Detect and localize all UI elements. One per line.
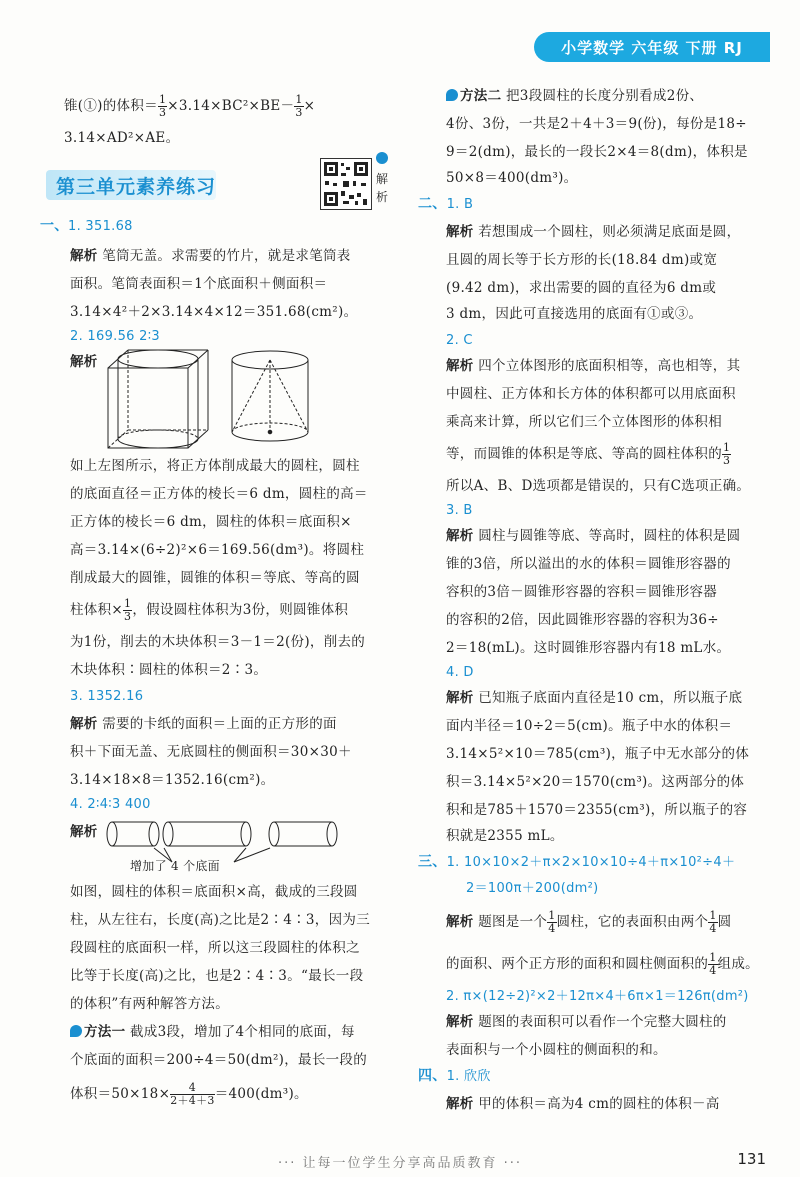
r-q1-line-2: 且圆的周长等于长方形的长(18.84 dm)或宽: [446, 252, 718, 268]
intro-line-1: 锥(①)的体积＝ $\frac{1}{3}$ ×3.14×BC²×BE－ $\frac{1}{3}$ ×: [64, 93, 316, 119]
section-title: 第三单元素养练习: [56, 176, 217, 198]
q3-line-3: 3.14×18×8＝1352.16(cm²)。: [70, 772, 275, 788]
q3-answer: 3. 1352.16: [70, 689, 144, 704]
section-one-label: 一、: [40, 218, 69, 234]
r-q4-line-1: 解析 已知瓶子底面内直径是10 cm，所以瓶子底: [446, 690, 743, 706]
r-q4-line-5: 积和是785＋1570＝2355(cm³)，所以瓶子的容: [446, 802, 748, 818]
r-q2-line-4: 等，而圆锥的体积是等底、等高的圆柱体积的 $\frac{1}{3}$: [446, 441, 731, 467]
u1-line-1: 解析 甲的体积＝高为4 cm的圆柱的体积－高: [446, 1096, 720, 1112]
q2-line-8: 木块体积∶圆柱的体积＝2∶3。: [70, 662, 268, 678]
q4-label: 解析: [70, 824, 98, 840]
method-one-line-2: 个底面的面积＝200÷4＝50(dm²)，最长一段的: [70, 1052, 368, 1068]
t1-line-2: 的面积、两个正方形的面积和圆柱侧面积的 $\frac{1}{4}$ 组成。: [446, 951, 759, 977]
cube-with-cylinder: [108, 350, 208, 448]
t2-answer: 2. π×(12÷2)²×2＋12π×4＋6π×1＝126π(dm²): [446, 989, 749, 1004]
q2-line-1: 如上左图所示，将正方体削成最大的圆柱，圆柱: [70, 458, 360, 474]
r-q3-line-1: 解析 圆柱与圆锥等底、等高时，圆柱的体积是圆: [446, 528, 741, 544]
qr-label: 解析: [375, 172, 388, 204]
q4-line-2: 柱，从左往右，长度(高)之比是2∶4∶3，因为三: [70, 912, 371, 928]
q4-line-3: 段圆柱的底面积一样，所以这三段圆柱的体积之: [70, 940, 360, 956]
method-two-line-3: 9＝2(dm)，最长的一段长2×4＝8(dm)，体积是: [446, 144, 748, 160]
section-two-label: 二、1. B: [418, 196, 474, 212]
section-three-line-2: 2＝100π＋200(dm²): [466, 881, 599, 896]
r-q3-answer: 3. B: [446, 503, 473, 518]
q2-line-4: 高＝3.14×(6÷2)²×6＝169.56(dm³)。将圆柱: [70, 542, 365, 558]
q2-answer: 2. 169.56 2∶3: [70, 329, 160, 344]
pencil-icon: [70, 1025, 82, 1037]
r-q1-line-3: (9.42 dm)，求出需要的圆的直径为6 dm或: [446, 280, 717, 296]
method-two-line-4: 50×8＝400(dm³)。: [446, 170, 578, 186]
method-one-line-1: 方法一 截成3段，增加了4个相同的底面，每: [70, 1022, 355, 1042]
r-q4-answer: 4. D: [446, 665, 474, 680]
q4-line-5: 的体积”有两种解答方法。: [70, 996, 230, 1012]
q2-line-7: 为1份，削去的木块体积＝3－1＝2(份)，削去的: [70, 634, 366, 650]
method-one-line-3: 体积＝50×18× $\frac{4}{2+4+3}$ ＝400(dm³)。: [70, 1081, 308, 1107]
r-q1-line-4: 3 dm，因此可直接选用的底面有①或③。: [446, 306, 703, 322]
r-q3-line-2: 锥的3倍，所以溢出的水的体积＝圆锥形容器的: [446, 556, 731, 572]
method-two-line-1: 方法二 把3段圆柱的长度分别看成2份、: [446, 86, 703, 106]
footer-slogan: ··· 让每一位学生分享高品质教育 ···: [277, 1156, 523, 1171]
fraction: $\frac{4}{2+4+3}$: [170, 1081, 215, 1107]
fraction: $\frac{1}{4}$: [709, 951, 717, 977]
fraction: $\frac{1}{4}$: [548, 909, 556, 935]
fraction: $\frac{1}{3}$: [295, 93, 303, 119]
q4-line-4: 比等于长度(高)之比，也是2∶4∶3。“最长一段: [70, 968, 364, 984]
r-q2-line-5: 所以A、B、D选项都是错误的，只有C选项正确。: [446, 478, 751, 494]
q1-line-2: 面积。笔筒表面积＝1个底面积＋侧面积＝: [70, 276, 328, 292]
r-q4-line-3: 3.14×5²×10＝785(cm³)，瓶子中无水部分的体: [446, 746, 750, 762]
r-q4-line-4: 积＝3.14×5²×20＝1570(cm³)。这两部分的体: [446, 774, 745, 790]
section-four-label: 四、1. 欣欣: [418, 1068, 491, 1084]
q4-line-1: 如图，圆柱的体积＝底面积×高，截成的三段圆: [70, 884, 358, 900]
q2-line-2: 的底面直径＝正方体的棱长＝6 dm，圆柱的高＝: [70, 486, 368, 502]
cylinder-with-cone: [232, 351, 308, 441]
qr-code-icon[interactable]: [320, 158, 372, 210]
fraction: $\frac{1}{3}$: [124, 597, 132, 623]
q4-answer: 4. 2∶4∶3 400: [70, 797, 151, 812]
q4-caption: 增加了 4 个底面: [130, 859, 220, 873]
t2-line-1: 解析 题图的表面积可以看作一个完整大圆柱的: [446, 1014, 727, 1030]
q2-line-3: 正方体的棱长＝6 dm，圆柱的体积＝底面积×: [70, 514, 352, 530]
r-q2-line-1: 解析 四个立体图形的底面积相等，高也相等，其: [446, 358, 741, 374]
t1-line-1: 解析 题图是一个 $\frac{1}{4}$ 圆柱，它的表面积由两个 $\frac{1}{4}$ 圆: [446, 909, 732, 935]
cube-cylinder-figures: [104, 346, 344, 456]
q2-label: 解析: [70, 354, 98, 370]
r-q4-line-2: 面内半径＝10÷2＝5(cm)。瓶子中水的体积＝: [446, 718, 733, 734]
q3-line-2: 积＋下面无盖、无底圆柱的侧面积＝30×30＋: [70, 744, 352, 760]
pencil-icon: [446, 89, 458, 101]
intro-line-2: 3.14×AD²×AE。: [64, 130, 180, 146]
r-q3-line-5: 2＝18(mL)。这时圆锥形容器内有18 mL水。: [446, 640, 731, 656]
r-q2-answer: 2. C: [446, 333, 473, 348]
r-q1-line-1: 解析 若想围成一个圆柱，则必须满足底面是圆，: [446, 224, 741, 240]
method-two-line-2: 4份、3份，一共是2＋4＋3＝9(份)，每份是18÷: [446, 116, 747, 132]
r-q4-line-6: 积就是2355 mL。: [446, 828, 564, 844]
q1-answer: 1. 351.68: [68, 219, 133, 234]
r-q2-line-2: 中圆柱、正方体和长方体的体积都可以用底面积: [446, 386, 736, 402]
play-icon[interactable]: [376, 152, 388, 164]
q1-line-1: 解析 笔筒无盖。求需要的竹片，就是求笔筒表: [70, 248, 351, 264]
fraction: $\frac{1}{3}$: [158, 93, 167, 119]
header-tag: 小学数学 六年级 下册 RJ: [534, 32, 770, 62]
q3-line-1: 解析 需要的卡纸的面积＝上面的正方形的面: [70, 716, 337, 732]
q2-line-5: 削成最大的圆锥，圆锥的体积＝等底、等高的圆: [70, 570, 360, 586]
r-q3-line-4: 的容积的2倍，因此圆锥形容器的容积为36÷: [446, 612, 719, 628]
page-number: 131: [737, 1150, 766, 1168]
r-q3-line-3: 容积的3倍－圆锥形容器的容积＝圆锥形容器: [446, 584, 718, 600]
q1-line-3: 3.14×4²＋2×3.14×4×12＝351.68(cm²)。: [70, 304, 358, 320]
fraction: $\frac{1}{3}$: [723, 441, 731, 467]
q2-line-6: 柱体积× $\frac{1}{3}$ ，假设圆柱体积为3份，则圆锥体积: [70, 597, 349, 623]
section-three-line-1: 三、1. 10×10×2＋π×2×10×10÷4＋π×10²÷4＋: [418, 854, 736, 870]
t2-line-2: 表面积与一个小圆柱的侧面积的和。: [446, 1042, 667, 1058]
fraction: $\frac{1}{4}$: [709, 909, 717, 935]
r-q2-line-3: 乘高来计算，所以它们三个立体图形的体积相: [446, 414, 722, 430]
